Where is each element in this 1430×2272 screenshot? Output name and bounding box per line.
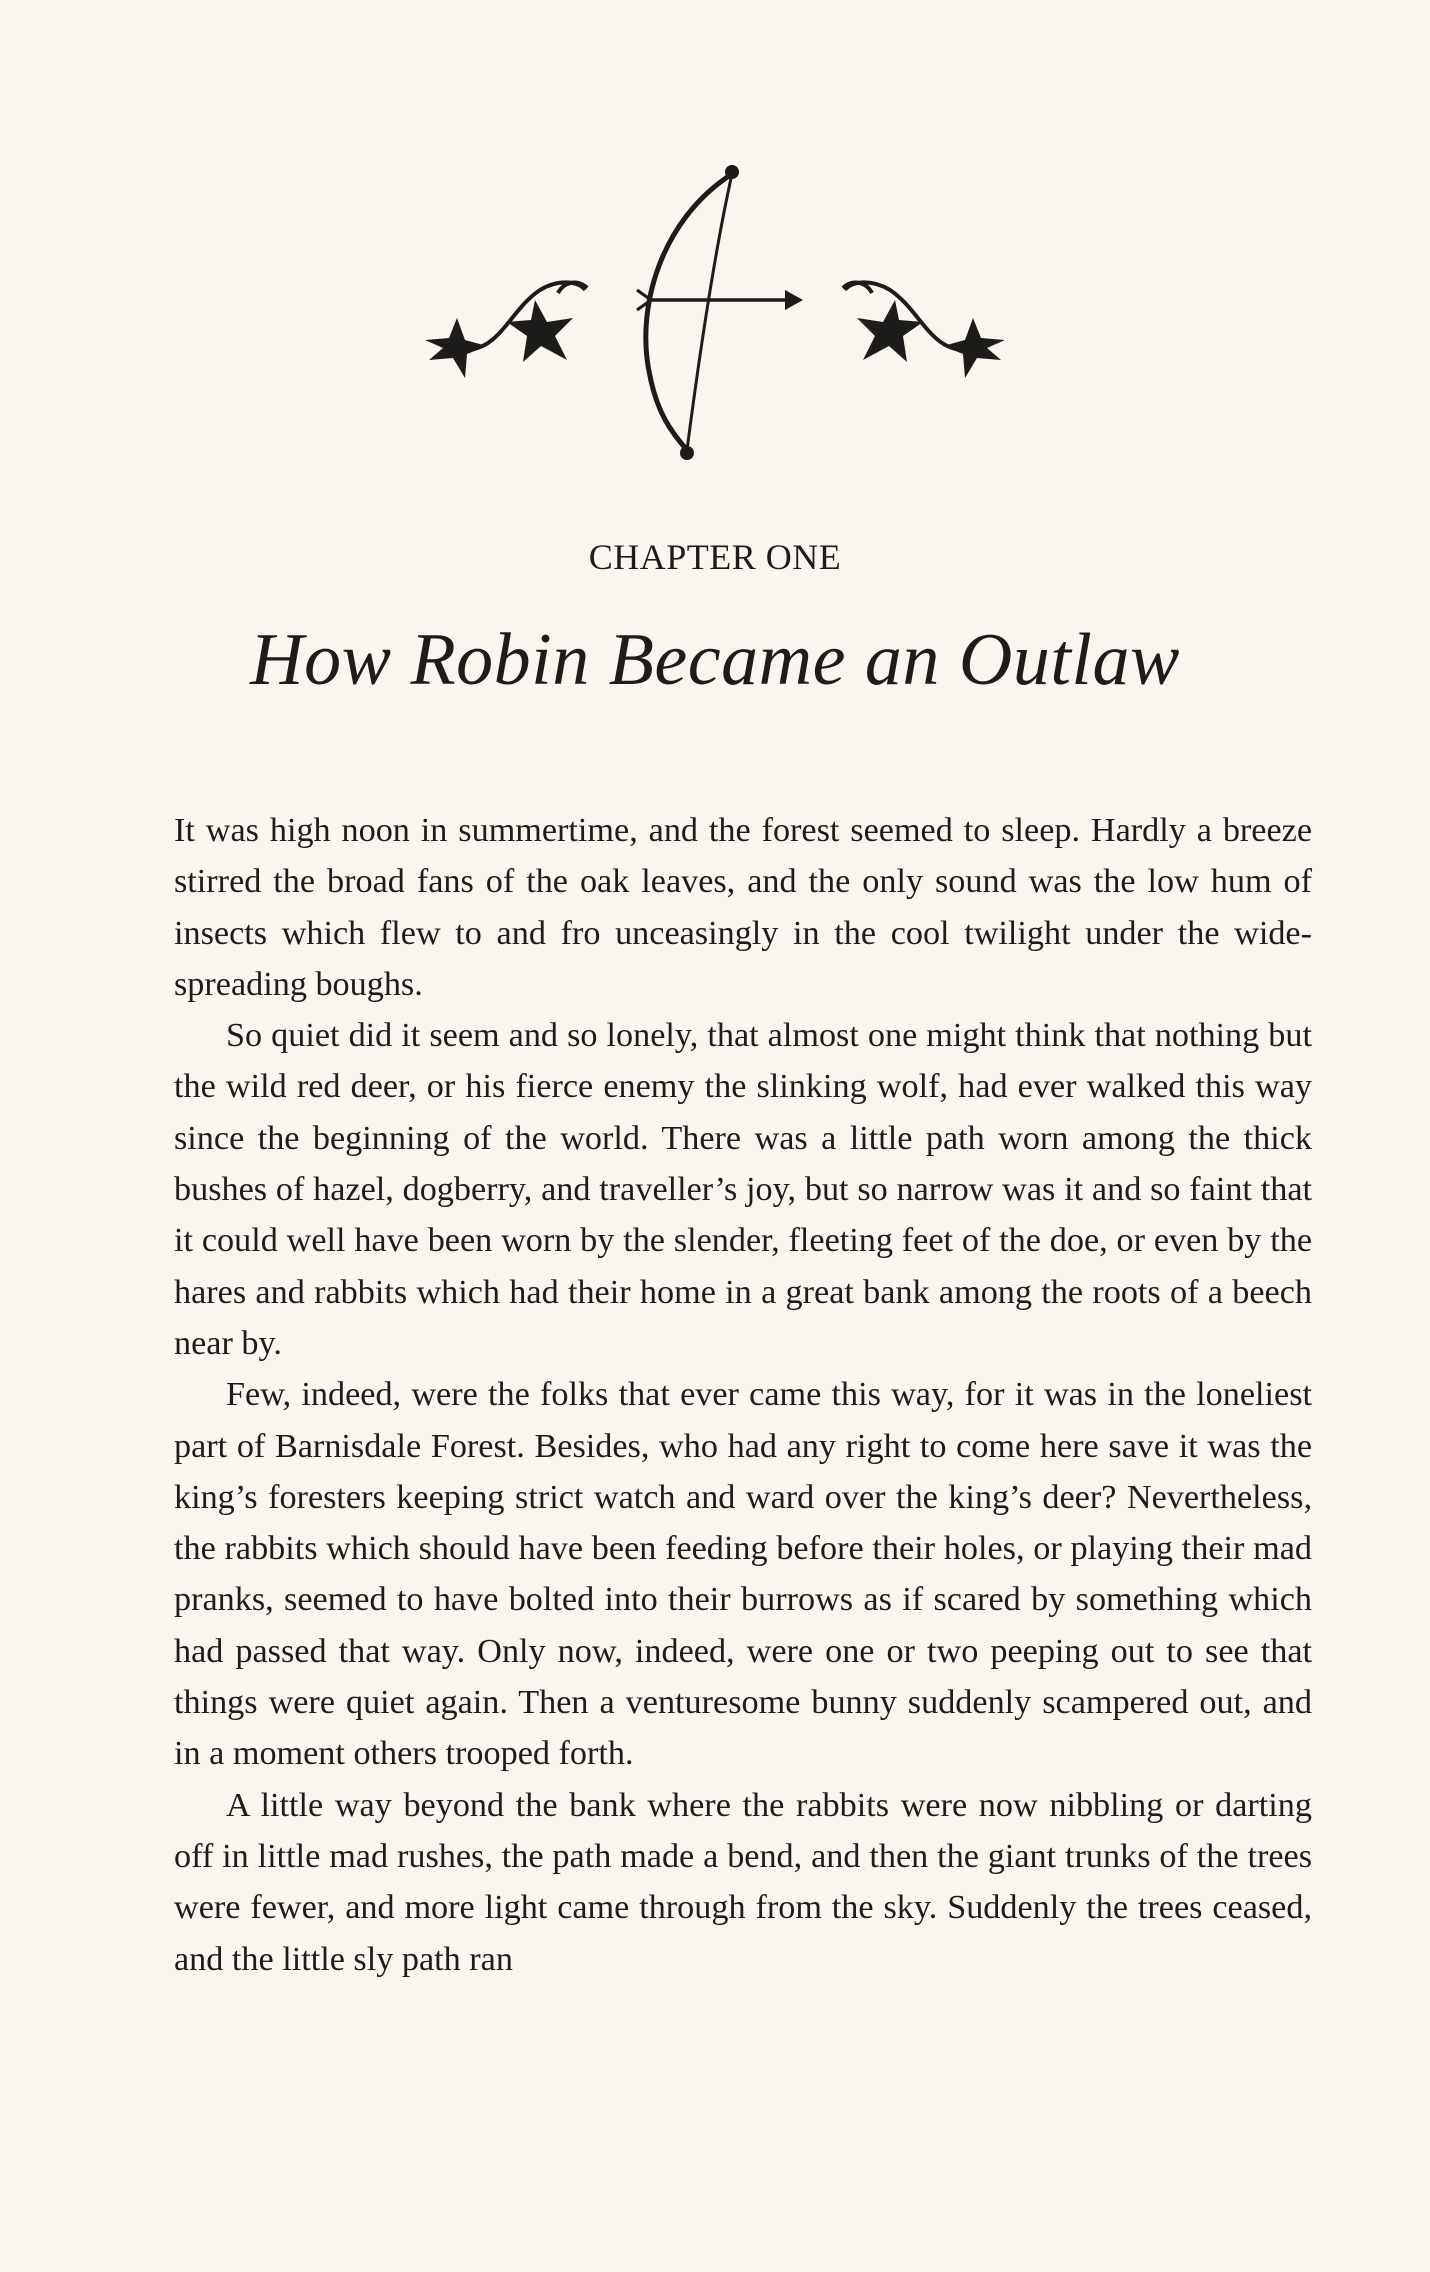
paragraph: Few, indeed, were the folks that ever came this way, for it was in the loneliest part of Barnisdale Forest. Besides, who had any right to come here save it was the king’s foresters keeping strict watch and ward over the king’s deer? Nevertheless, the rabbits which should have been feeding before their holes, or playing their mad pranks, seemed to have bolted into their burrows as if scared by something which had passed that way. Only now, indeed, were one or two peeping out to see that things were quiet again. Then a venturesome bunny suddenly scampered out, and in a moment others trooped forth. [174,1376,1312,1773]
bow-and-arrow-icon [315,150,1115,490]
chapter-number: CHAPTER ONE [588,537,842,577]
paragraph: So quiet did it seem and so lonely, that almost one might think that nothing but the wild red deer, or his fierce enemy the slinking wolf, had ever walked this way since the beginning of the world. There was a little path worn among the thick bushes of hazel, dogberry, and traveller’s joy, but so narrow was it and so faint that it could well have been worn by the slender, fleeting feet of the doe, or even by the hares and rabbits which had their home in a great bank among the roots of a beech near by. [174,1017,1312,1362]
paragraph: It was high noon in summertime, and the forest seemed to sleep. Hardly a breeze stirred the broad fans of the oak leaves, and the only sound was the low hum of insects which flew to and fro unceasingly in the cool twilight under the wide-spreading boughs. [174,812,1312,1003]
chapter-ornament [0,150,1430,490]
ivy-vine-left-icon [425,282,587,378]
chapter-title: How Robin Became an Outlaw [250,619,1180,701]
paragraph: A little way beyond the bank where the rabbits were now nibbling or darting off in little mad rushes, the path made a bend, and then the giant trunks of the trees were fewer, and more light came through from the sky. Suddenly the trees ceased, and the little sly path ran [174,1786,1312,1978]
ivy-vine-right-icon [843,282,1005,378]
chapter-body [174,805,1312,1985]
